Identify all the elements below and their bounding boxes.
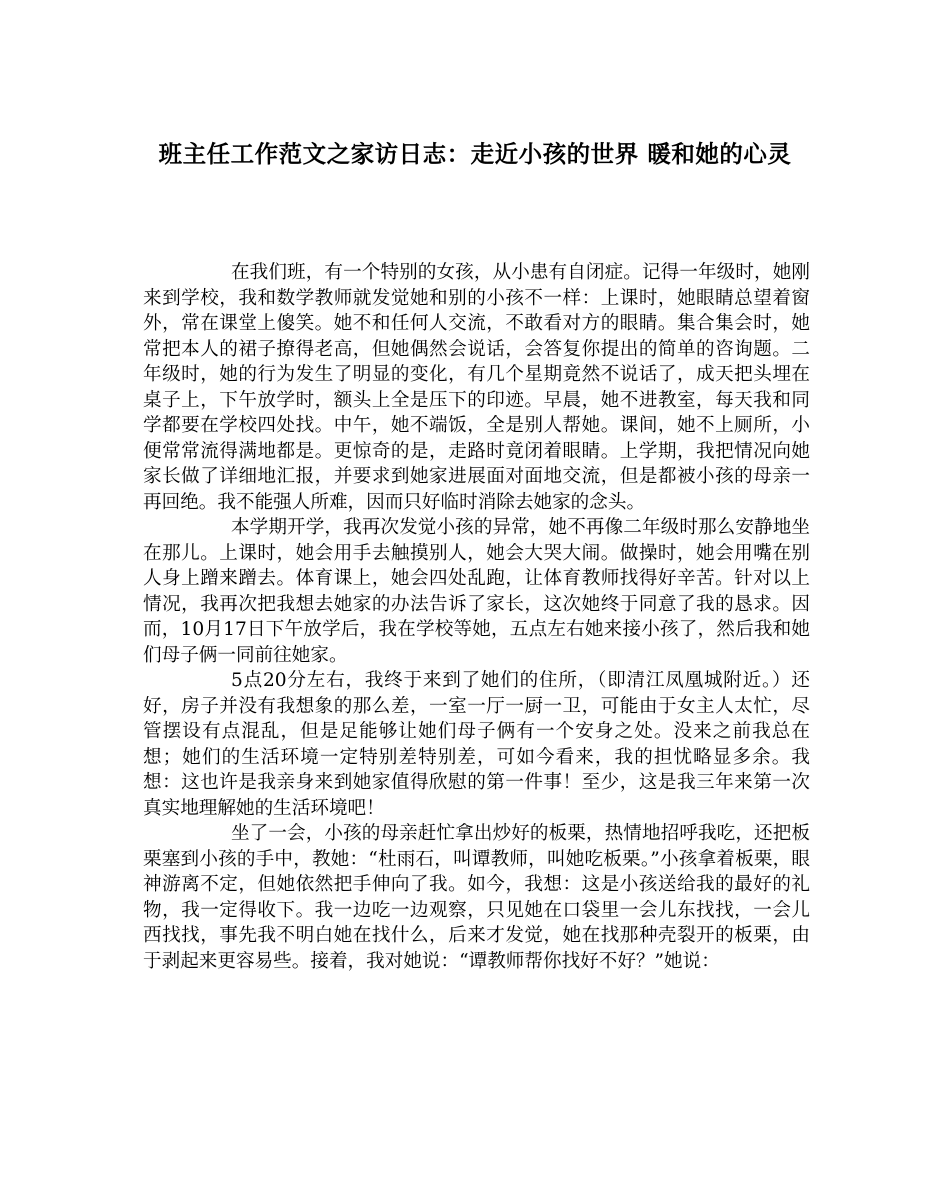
- paragraph: 在我们班，有一个特别的女孩，从小患有自闭症。记得一年级时，她刚来到学校，我和数学教师就发觉她和别的小孩不一样：上课时，她眼睛总望着窗外，常在课堂上傻笑。她不和任何人交流，不敢看对方的眼睛。集合集会时，她常把本人的裙子撩得老高，但她偶然会说话，会答复你提出的简单的咨询题。二年级时，她的行为发生了明显的变化，有几个星期竟然不说话了，成天把头埋在桌子上，下午放学时，额头上全是压下的印迹。早晨，她不进教室，每天我和同学都要在学校四处找。中午，她不端饭，全是别人帮她。课间，她不上厕所，小便常常流得满地都是。更惊奇的是，走路时竟闭着眼睛。上学期，我把情况向她家长做了详细地汇报，并要求到她家进展面对面地交流，但是都被小孩的母亲一再回绝。我不能强人所难，因而只好临时消除去她家的念头。: [143, 262, 810, 513]
- document-body: [143, 260, 810, 974]
- document-title: 班主任工作范文之家访日志：走近小孩的世界 暖和她的心灵: [158, 140, 792, 168]
- paragraph: 本学期开学，我再次发觉小孩的异常，她不再像二年级时那么安静地坐在那儿。上课时，她会用手去触摸别人，她会大哭大闹。做操时，她会用嘴在别人身上蹭来蹭去。体育课上，她会四处乱跑，让体育教师找得好辛苦。针对以上情况，我再次把我想去她家的办法告诉了家长，这次她终于同意了我的恳求。因而，10月17日下午放学后，我在学校等她，五点左右她来接小孩了，然后我和她们母子俩一同前往她家。: [143, 517, 810, 666]
- paragraph: 坐了一会，小孩的母亲赶忙拿出炒好的板栗，热情地招呼我吃，还把板栗塞到小孩的手中，教她：“杜雨石，叫谭教师，叫她吃板栗。”小孩拿着板栗，眼神游离不定，但她依然把手伸向了我。如今，我想：这是小孩送给我的最好的礼物，我一定得收下。我一边吃一边观察，只见她在口袋里一会儿东找找，一会儿西找找，事先我不明白她在找什么，后来才发觉，她在找那种壳裂开的板栗，由于剥起来更容易些。接着，我对她说：“谭教师帮你找好不好？”她说：: [143, 823, 810, 972]
- paragraph: 5点20分左右，我终于来到了她们的住所，（即清江凤凰城附近。）还好，房子并没有我想象的那么差，一室一厅一厨一卫，可能由于女主人太忙，尽管摆设有点混乱，但是足能够让她们母子俩有一个安身之处。没来之前我总在想；她们的生活环境一定特别差特别差，可如今看来，我的担忧略显多余。我想：这也许是我亲身来到她家值得欣慰的第一件事！至少，这是我三年来第一次真实地理解她的生活环境吧！: [143, 670, 810, 819]
